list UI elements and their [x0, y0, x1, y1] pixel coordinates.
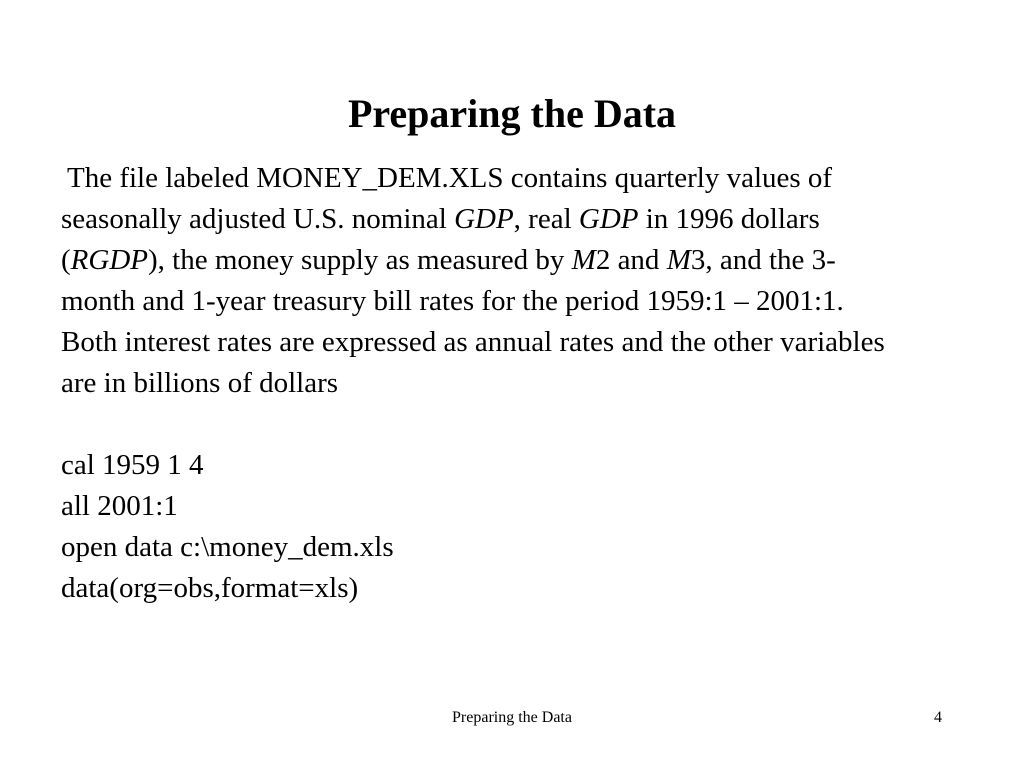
paragraph-text: , real: [513, 203, 579, 235]
gdp-term: GDP: [578, 203, 639, 235]
page-number: 4: [934, 709, 942, 726]
gdp-term: GDP: [454, 203, 514, 235]
m3-term-letter: M: [666, 244, 691, 276]
m3-term-number: 3: [690, 244, 706, 276]
paragraph-text: The file labeled MONEY_DEM.XLS contains quarterly values of seasonally adjusted U.S. nominal: [61, 162, 833, 235]
code-line: data(org=obs,format=xls): [61, 572, 359, 604]
paragraph-text: and: [610, 244, 667, 276]
code-line: cal 1959 1 4: [61, 449, 204, 481]
code-block: [61, 445, 901, 609]
slide-body: [61, 158, 901, 609]
paragraph-text: in 1996 dollars (: [61, 203, 820, 276]
description-paragraph: [61, 158, 901, 404]
m2-term-number: 2: [595, 244, 611, 276]
rgdp-term: RGDP: [70, 244, 148, 276]
paragraph-text: , and the 3-month and 1-year treasury bill rates for the period 1959:1 – 2001:1. Both interest rates are expressed as annual rates and the other variables are in billions of dollars: [61, 244, 885, 399]
slide-title: Preparing the Data: [347, 91, 677, 136]
code-line: open data c:\money_dem.xls: [61, 531, 394, 563]
code-line: all 2001:1: [61, 490, 178, 522]
paragraph-text: ), the money supply as measured by: [148, 244, 572, 276]
m2-term-letter: M: [571, 244, 596, 276]
footer-title: Preparing the Data: [452, 709, 572, 726]
